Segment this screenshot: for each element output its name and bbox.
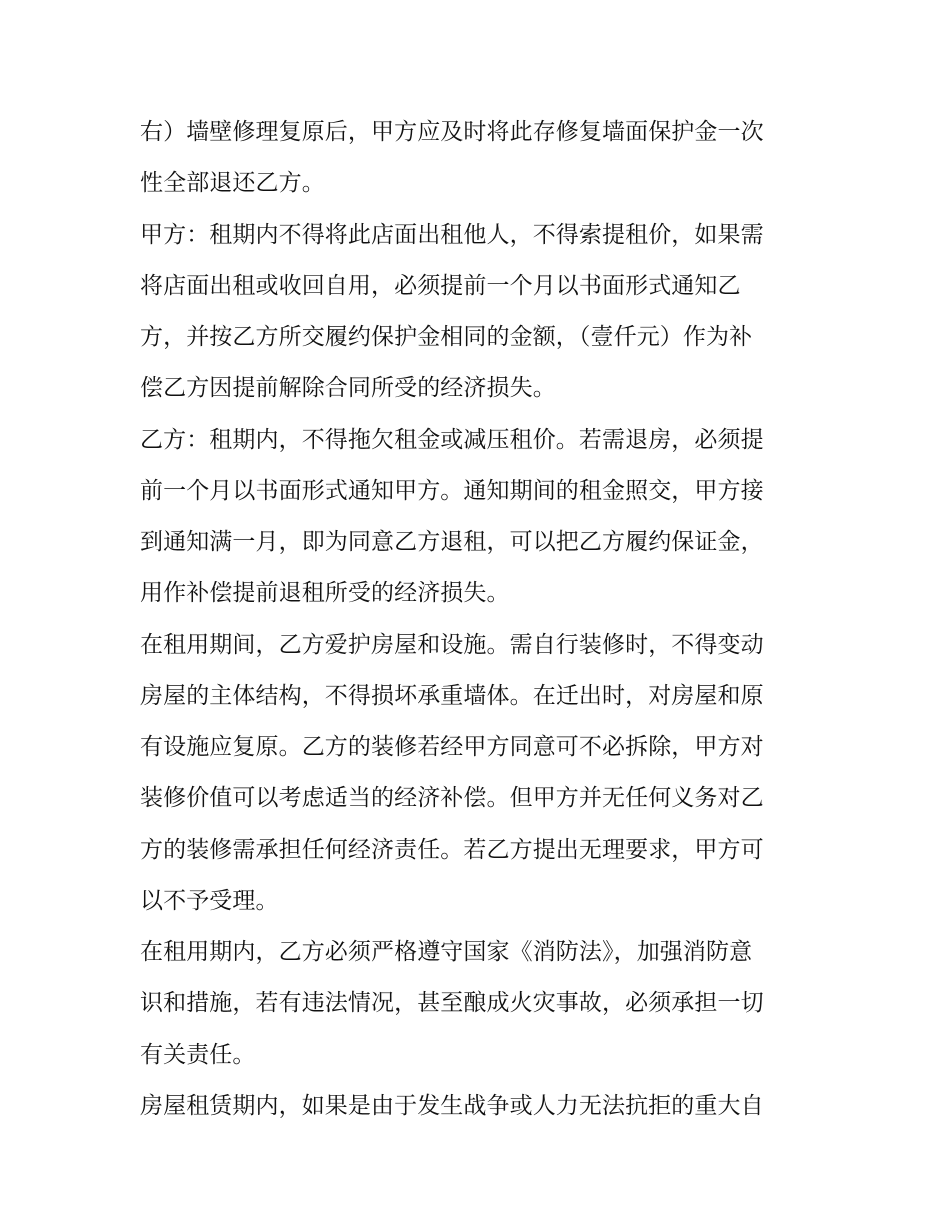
text-line: 方，并按乙方所交履约保护金相同的金额，（壹仟元）作为补 <box>140 324 753 350</box>
text-line: 装修价值可以考虑适当的经济补偿。但甲方并无任何义务对乙 <box>140 785 764 812</box>
text-line: 甲方：租期内不得将此店面出租他人，不得索提租价，如果需 <box>140 221 764 248</box>
text-line: 房屋的主体结构，不得损坏承重墙体。在迁出时，对房屋和原 <box>140 682 764 709</box>
text-line: 方的装修需承担任何经济责任。若乙方提出无理要求，甲方可 <box>140 836 764 863</box>
text-line: 有设施应复原。乙方的装修若经甲方同意可不必拆除，甲方对 <box>140 734 764 760</box>
text-line: 在租用期间，乙方爱护房屋和设施。需自行装修时，不得变动 <box>140 631 764 658</box>
text-line: 用作补偿提前退租所受的经济损失。 <box>140 580 510 607</box>
text-line: 房屋租赁期内，如果是由于发生战争或人力无法抗拒的重大自 <box>140 1092 764 1119</box>
text-line: 右）墙壁修理复原后，甲方应及时将此存修复墙面保护金一次 <box>140 119 764 145</box>
text-line: 前一个月以书面形式通知甲方。通知期间的租金照交，甲方接 <box>140 477 764 504</box>
text-line: 乙方：租期内，不得拖欠租金或减压租价。若需退房，必须提 <box>140 426 764 453</box>
text-line: 以不予受理。 <box>140 887 279 914</box>
document-body <box>140 107 820 1132</box>
paragraph-party-b-obligations <box>140 415 820 620</box>
text-line: 到通知满一月，即为同意乙方退租，可以把乙方履约保证金， <box>140 529 764 555</box>
paragraph-force-majeure <box>140 1081 820 1132</box>
paragraph-party-a-obligations <box>140 210 820 415</box>
text-line: 性全部退还乙方。 <box>140 170 325 197</box>
paragraph-wall-deposit-refund <box>140 107 820 210</box>
text-line: 有关责任。 <box>140 1041 256 1068</box>
text-line: 偿乙方因提前解除合同所受的经济损失。 <box>140 375 556 402</box>
text-line: 在租用期内，乙方必须严格遵守国家《消防法》，加强消防意 <box>140 939 753 965</box>
text-line: 识和措施，若有违法情况，甚至酿成火灾事故，必须承担一切 <box>140 990 764 1017</box>
paragraph-fire-safety <box>140 927 820 1081</box>
text-line: 将店面出租或收回自用，必须提前一个月以书面形式通知乙 <box>140 272 741 299</box>
paragraph-renovation-terms <box>140 620 820 928</box>
